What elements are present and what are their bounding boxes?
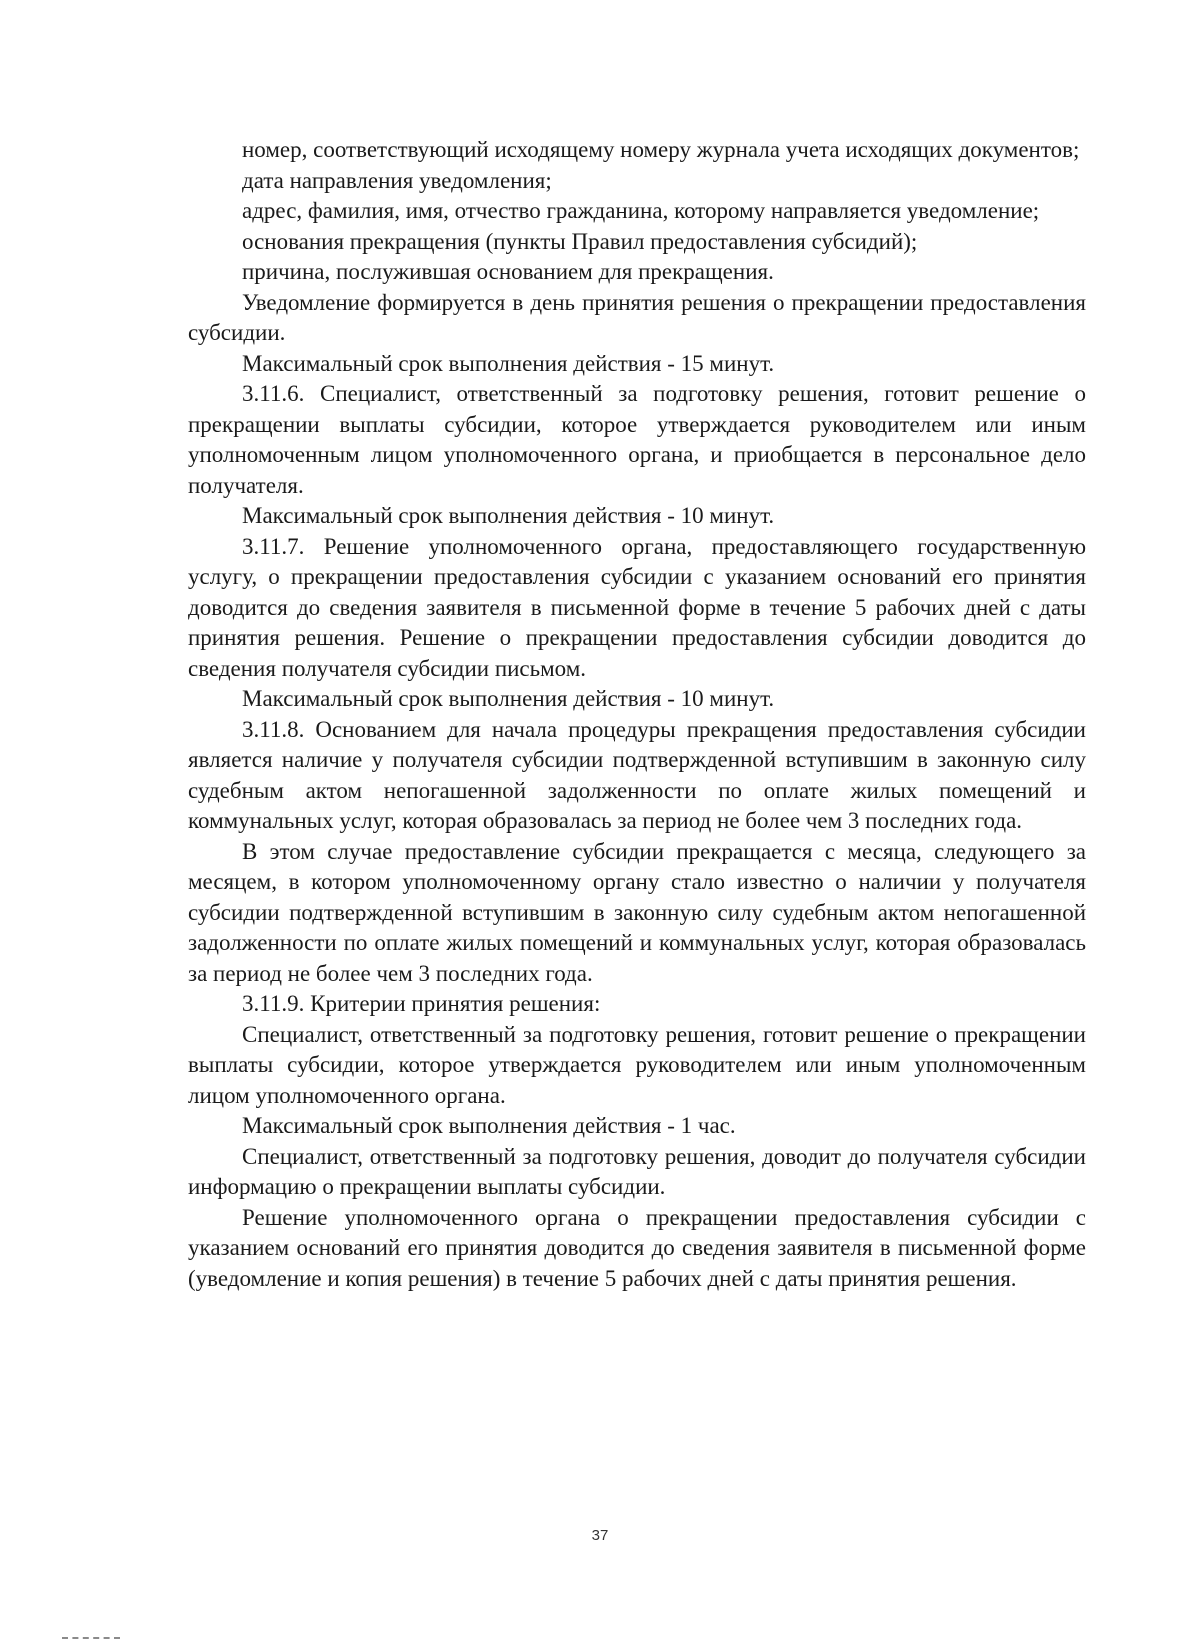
paragraph-section-3-11-8: 3.11.8. Основанием для начала процедуры прекращения предоставления субсидии является наличие у получателя субсидии подтвержденной вступившим в законную силу судебным актом непогашенной задолженности по оплате жилых помещений и коммунальных услуг, которая образовалась за период не более чем 3 последних года. [188,716,1086,833]
paragraph-max-time-1-hour: Максимальный срок выполнения действия - 1 час. [242,1113,736,1138]
paragraph-notification-date: дата направления уведомления; [242,167,552,193]
paragraph-termination-grounds: основания прекращения (пункты Правил предоставления субсидий); [242,228,918,254]
paragraph-max-time-10-min-b: Максимальный срок выполнения действия - 10 минут. [242,686,775,711]
paragraph-citizen-address: адрес, фамилия, имя, отчество гражданина, которому направляется уведомление; [242,198,1040,223]
paragraph-termination-reason: причина, послужившая основанием для прекращения. [242,259,774,284]
paragraph-notification-formed: Уведомление формируется в день принятия решения о прекращении предоставления субсидии. [188,289,1086,345]
document-body [188,135,1086,1294]
paragraph-specialist-informs: Специалист, ответственный за подготовку решения, доводит до получателя субсидии информацию о прекращении выплаты субсидии. [188,1143,1086,1199]
paragraph-section-3-11-7: 3.11.7. Решение уполномоченного органа, предоставляющего государственную услугу, о прекращении предоставления субсидии с указанием оснований его принятия доводится до сведения заявителя в письменной форме в течение 5 рабочих дней с даты принятия решения. Решение о прекращении предоставления субсидии доводится до сведения получателя субсидии письмом. [188,533,1086,681]
paragraph-max-time-10-min-a: Максимальный срок выполнения действия - 10 минут. [242,503,775,528]
paragraph-specialist-prepares: Специалист, ответственный за подготовку решения, готовит решение о прекращении выплаты субсидии, которое утверждается руководителем или иным уполномоченным лицом уполномоченного органа. [188,1021,1086,1108]
paragraph-section-3-11-9: 3.11.9. Критерии принятия решения: [242,991,601,1016]
page-number: 37 [591,1527,609,1544]
scan-edge-mark [62,1637,120,1639]
paragraph-decision-notice: Решение уполномоченного органа о прекращении предоставления субсидии с указанием оснований его принятия доводится до сведения заявителя в письменной форме (уведомление и копия решения) в течение 5 рабочих дней с даты принятия решения. [188,1204,1086,1291]
paragraph-outgoing-number: номер, соответствующий исходящему номеру журнала учета исходящих документов; [242,137,1080,162]
paragraph-section-3-11-6: 3.11.6. Специалист, ответственный за подготовку решения, готовит решение о прекращении выплаты субсидии, которое утверждается руководителем или иным уполномоченным лицом уполномоченного органа, и приобщается в персональное дело получателя. [188,381,1086,498]
paragraph-termination-month: В этом случае предоставление субсидии прекращается с месяца, следующего за месяцем, в котором уполномоченному органу стало известно о наличии у получателя субсидии подтвержденной вступившим в законную силу судебным актом непогашенной задолженности по оплате жилых помещений и коммунальных услуг, которая образовалась за период не более чем 3 последних года. [188,838,1086,986]
paragraph-max-time-15-min: Максимальный срок выполнения действия - 15 минут. [242,350,775,376]
